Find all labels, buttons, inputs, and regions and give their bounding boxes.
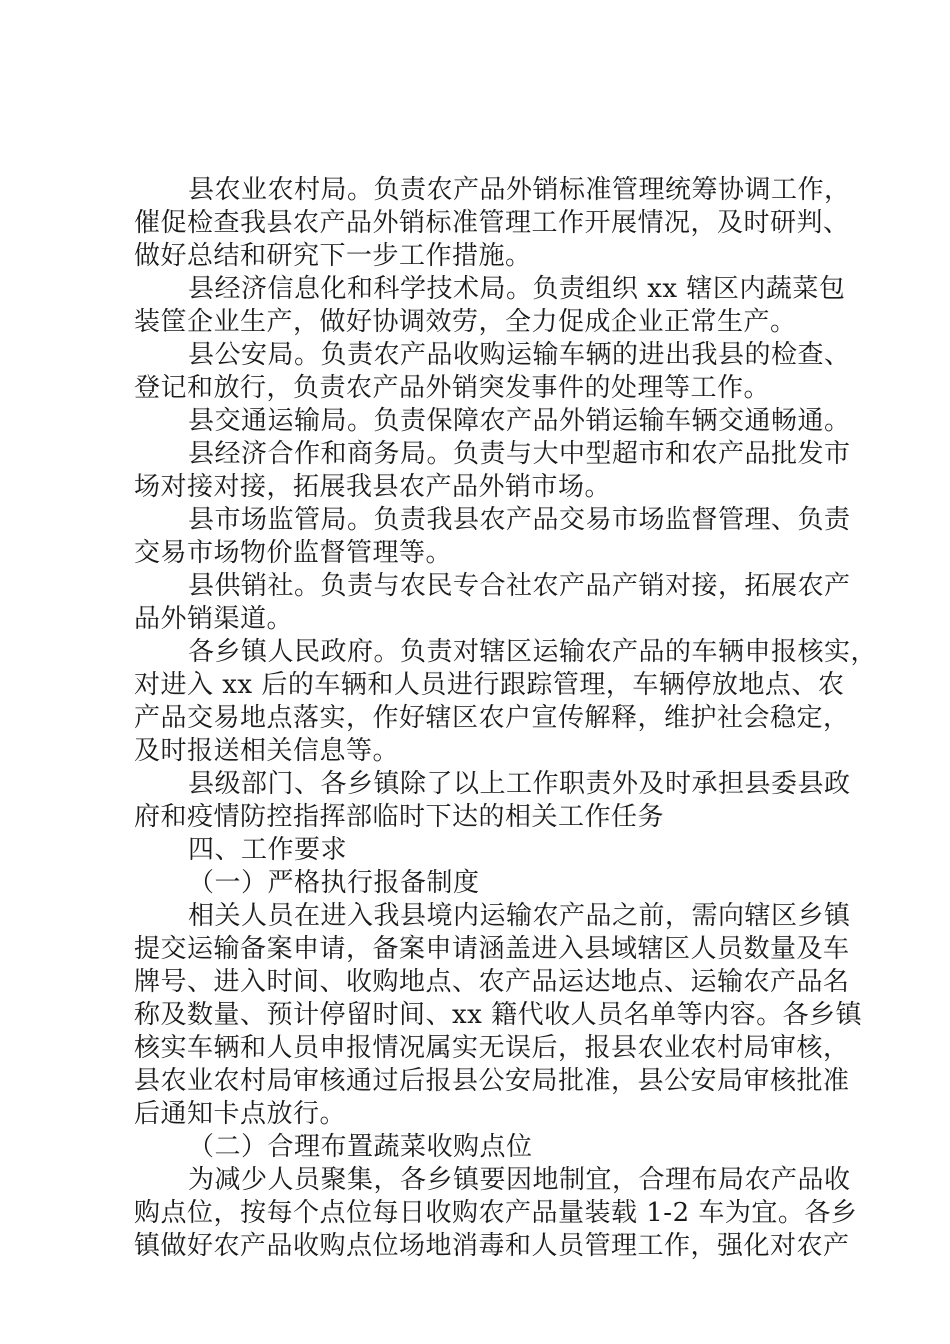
text-line: 对进入 xx 后的车辆和人员进行跟踪管理，车辆停放地点、农 bbox=[134, 670, 845, 700]
text-line: 装筐企业生产，做好协调效劳，全力促成企业正常生产。 bbox=[134, 307, 797, 337]
text-line: 登记和放行，负责农产品外销突发事件的处理等工作。 bbox=[134, 373, 771, 403]
text-line: 为减少人员聚集，各乡镇要因地制宜，合理布局农产品收 bbox=[188, 1165, 851, 1195]
subsection-heading: （二）合理布置蔬菜收购点位 bbox=[188, 1132, 533, 1162]
text-line: 县公安局。负责农产品收购运输车辆的进出我县的检查、 bbox=[188, 340, 851, 370]
text-line: 镇做好农产品收购点位场地消毒和人员管理工作，强化对农产 bbox=[134, 1231, 850, 1261]
subsection-heading: （一）严格执行报备制度 bbox=[188, 868, 480, 898]
section-heading: 四、工作要求 bbox=[188, 835, 348, 865]
text-line: 府和疫情防控指挥部临时下达的相关工作任务 bbox=[134, 802, 665, 832]
text-line: 县经济合作和商务局。负责与大中型超市和农产品批发市 bbox=[188, 439, 851, 469]
text-line: 县农业农村局审核通过后报县公安局批准，县公安局审核批准 bbox=[134, 1066, 850, 1096]
text-line: 县供销社。负责与农民专合社农产品产销对接，拓展农产 bbox=[188, 571, 851, 601]
text-line: 县市场监管局。负责我县农产品交易市场监督管理、负责 bbox=[188, 505, 851, 535]
text-line: 品外销渠道。 bbox=[134, 604, 294, 634]
text-line: 产品交易地点落实，作好辖区农户宣传解释，维护社会稳定， bbox=[134, 703, 850, 733]
text-line: 及时报送相关信息等。 bbox=[134, 736, 400, 766]
text-line: 称及数量、预计停留时间、xx 籍代收人员名单等内容。各乡镇 bbox=[134, 1000, 863, 1030]
text-line: 县经济信息化和科学技术局。负责组织 xx 辖区内蔬菜包 bbox=[188, 274, 846, 304]
text-line: 县交通运输局。负责保障农产品外销运输车辆交通畅通。 bbox=[188, 406, 851, 436]
text-line: 后通知卡点放行。 bbox=[134, 1099, 347, 1129]
text-line: 牌号、进入时间、收购地点、农产品运达地点、运输农产品名 bbox=[134, 967, 850, 997]
text-line: 做好总结和研究下一步工作措施。 bbox=[134, 241, 532, 271]
text-line: 县农业农村局。负责农产品外销标准管理统筹协调工作， bbox=[188, 175, 851, 205]
text-line: 催促检查我县农产品外销标准管理工作开展情况，及时研判、 bbox=[134, 208, 850, 238]
text-line: 相关人员在进入我县境内运输农产品之前，需向辖区乡镇 bbox=[188, 901, 851, 931]
text-line: 核实车辆和人员申报情况属实无误后，报县农业农村局审核， bbox=[134, 1033, 850, 1063]
text-line: 提交运输备案申请，备案申请涵盖进入县域辖区人员数量及车 bbox=[134, 934, 850, 964]
text-line: 交易市场物价监督管理等。 bbox=[134, 538, 453, 568]
text-line: 县级部门、各乡镇除了以上工作职责外及时承担县委县政 bbox=[188, 769, 851, 799]
text-line: 场对接对接，拓展我县农产品外销市场。 bbox=[134, 472, 612, 502]
text-line: 各乡镇人民政府。负责对辖区运输农产品的车辆申报核实， bbox=[188, 637, 878, 667]
text-line: 购点位，按每个点位每日收购农产品量装载 1-2 车为宜。各乡 bbox=[134, 1198, 858, 1228]
